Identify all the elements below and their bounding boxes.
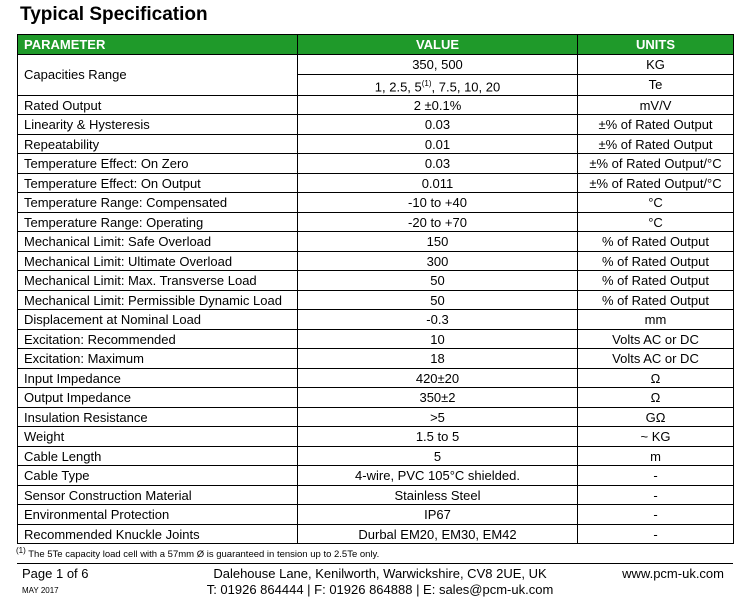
capacities-label: Capacities Range	[18, 55, 298, 96]
param-cell: Environmental Protection	[18, 505, 298, 525]
table-row	[18, 349, 734, 369]
value-cell: 150	[298, 232, 578, 252]
value-cell: 0.03	[298, 154, 578, 174]
value-cell: -0.3	[298, 310, 578, 330]
page-title: Typical Specification	[20, 4, 208, 25]
value-cell: -10 to +40	[298, 193, 578, 213]
unit-cell: -	[578, 466, 734, 486]
unit-cell: -	[578, 485, 734, 505]
unit-cell: ~ KG	[578, 427, 734, 447]
header-value: VALUE	[298, 35, 578, 55]
unit-cell: ±% of Rated Output/°C	[578, 173, 734, 193]
param-cell: Excitation: Recommended	[18, 329, 298, 349]
unit-cell: % of Rated Output	[578, 290, 734, 310]
footnote-mark: (1)	[16, 546, 26, 555]
capacities-unit-te: Te	[578, 74, 734, 95]
value-cell: IP67	[298, 505, 578, 525]
unit-cell: -	[578, 505, 734, 525]
table-row	[18, 524, 734, 544]
param-cell: Input Impedance	[18, 368, 298, 388]
param-cell: Output Impedance	[18, 388, 298, 408]
value-cell: 18	[298, 349, 578, 369]
value-cell: 50	[298, 271, 578, 291]
table-row	[18, 407, 734, 427]
param-cell: Temperature Range: Operating	[18, 212, 298, 232]
value-cell: 2 ±0.1%	[298, 95, 578, 115]
table-row	[18, 446, 734, 466]
param-cell: Mechanical Limit: Permissible Dynamic Load	[18, 290, 298, 310]
table-row	[18, 427, 734, 447]
website-link[interactable]: www.pcm-uk.com	[622, 566, 724, 581]
value-cell: Durbal EM20, EM30, EM42	[298, 524, 578, 544]
unit-cell: °C	[578, 212, 734, 232]
value-cell: 10	[298, 329, 578, 349]
param-cell: Rated Output	[18, 95, 298, 115]
value-cell: 4-wire, PVC 105°C shielded.	[298, 466, 578, 486]
table-row	[18, 271, 734, 291]
footnote-text: The 5Te capacity load cell with a 57mm Ø is guaranteed in tension up to 2.5Te only.	[25, 549, 380, 561]
table-row	[18, 485, 734, 505]
unit-cell: mV/V	[578, 95, 734, 115]
table-row	[18, 173, 734, 193]
param-cell: Mechanical Limit: Safe Overload	[18, 232, 298, 252]
header-parameter: PARAMETER	[18, 35, 298, 55]
param-cell: Mechanical Limit: Max. Transverse Load	[18, 271, 298, 291]
table-row	[18, 212, 734, 232]
unit-cell: °C	[578, 193, 734, 213]
table-row	[18, 505, 734, 525]
value-cell: 0.011	[298, 173, 578, 193]
address-line: Dalehouse Lane, Kenilworth, Warwickshire, CV8 2UE, UK	[213, 566, 547, 581]
footnote-ref: (1)	[421, 78, 432, 88]
capacities-value-te	[298, 74, 578, 95]
capacities-te-values-a: 1, 2.5, 5	[374, 78, 422, 94]
table-row	[18, 388, 734, 408]
param-cell: Weight	[18, 427, 298, 447]
page-number: Page 1 of 6	[22, 566, 89, 581]
unit-cell: % of Rated Output	[578, 251, 734, 271]
table-row	[18, 134, 734, 154]
table-row	[18, 290, 734, 310]
param-cell: Repeatability	[18, 134, 298, 154]
table-row	[18, 193, 734, 213]
unit-cell: -	[578, 524, 734, 544]
unit-cell: ±% of Rated Output	[578, 115, 734, 135]
header-units: UNITS	[578, 35, 734, 55]
value-cell: 300	[298, 251, 578, 271]
table-header-row	[18, 35, 734, 55]
company-address	[160, 566, 600, 598]
table-row	[18, 310, 734, 330]
table-row	[18, 466, 734, 486]
capacities-unit-kg: KG	[578, 55, 734, 75]
param-cell: Temperature Effect: On Zero	[18, 154, 298, 174]
specification-table	[17, 34, 734, 544]
unit-cell: m	[578, 446, 734, 466]
unit-cell: Volts AC or DC	[578, 349, 734, 369]
table-row	[18, 95, 734, 115]
table-row	[18, 115, 734, 135]
param-cell: Mechanical Limit: Ultimate Overload	[18, 251, 298, 271]
contact-line: T: 01926 864444 | F: 01926 864888 | E: sales@pcm-uk.com	[206, 582, 554, 597]
value-cell: 1.5 to 5	[298, 427, 578, 447]
param-cell: Cable Length	[18, 446, 298, 466]
table-row	[18, 55, 734, 75]
param-cell: Linearity & Hysteresis	[18, 115, 298, 135]
footnote	[16, 546, 379, 560]
table-row	[18, 154, 734, 174]
value-cell: >5	[298, 407, 578, 427]
value-cell: 0.03	[298, 115, 578, 135]
table-row	[18, 368, 734, 388]
value-cell: 420±20	[298, 368, 578, 388]
value-cell: 0.01	[298, 134, 578, 154]
param-cell: Recommended Knuckle Joints	[18, 524, 298, 544]
unit-cell: ±% of Rated Output	[578, 134, 734, 154]
value-cell: 5	[298, 446, 578, 466]
table-row	[18, 251, 734, 271]
param-cell: Temperature Effect: On Output	[18, 173, 298, 193]
unit-cell: mm	[578, 310, 734, 330]
param-cell: Insulation Resistance	[18, 407, 298, 427]
unit-cell: % of Rated Output	[578, 232, 734, 252]
unit-cell: ±% of Rated Output/°C	[578, 154, 734, 174]
param-cell: Displacement at Nominal Load	[18, 310, 298, 330]
footer-divider	[17, 563, 733, 564]
document-date: MAY 2017	[22, 586, 59, 595]
unit-cell: Volts AC or DC	[578, 329, 734, 349]
table-row	[18, 232, 734, 252]
param-cell: Temperature Range: Compensated	[18, 193, 298, 213]
unit-cell: % of Rated Output	[578, 271, 734, 291]
table-row	[18, 329, 734, 349]
unit-cell: GΩ	[578, 407, 734, 427]
param-cell: Sensor Construction Material	[18, 485, 298, 505]
capacities-value-kg: 350, 500	[298, 55, 578, 75]
value-cell: -20 to +70	[298, 212, 578, 232]
value-cell: Stainless Steel	[298, 485, 578, 505]
unit-cell: Ω	[578, 368, 734, 388]
value-cell: 350±2	[298, 388, 578, 408]
value-cell: 50	[298, 290, 578, 310]
unit-cell: Ω	[578, 388, 734, 408]
param-cell: Cable Type	[18, 466, 298, 486]
capacities-te-values-b: , 7.5, 10, 20	[431, 78, 501, 94]
param-cell: Excitation: Maximum	[18, 349, 298, 369]
